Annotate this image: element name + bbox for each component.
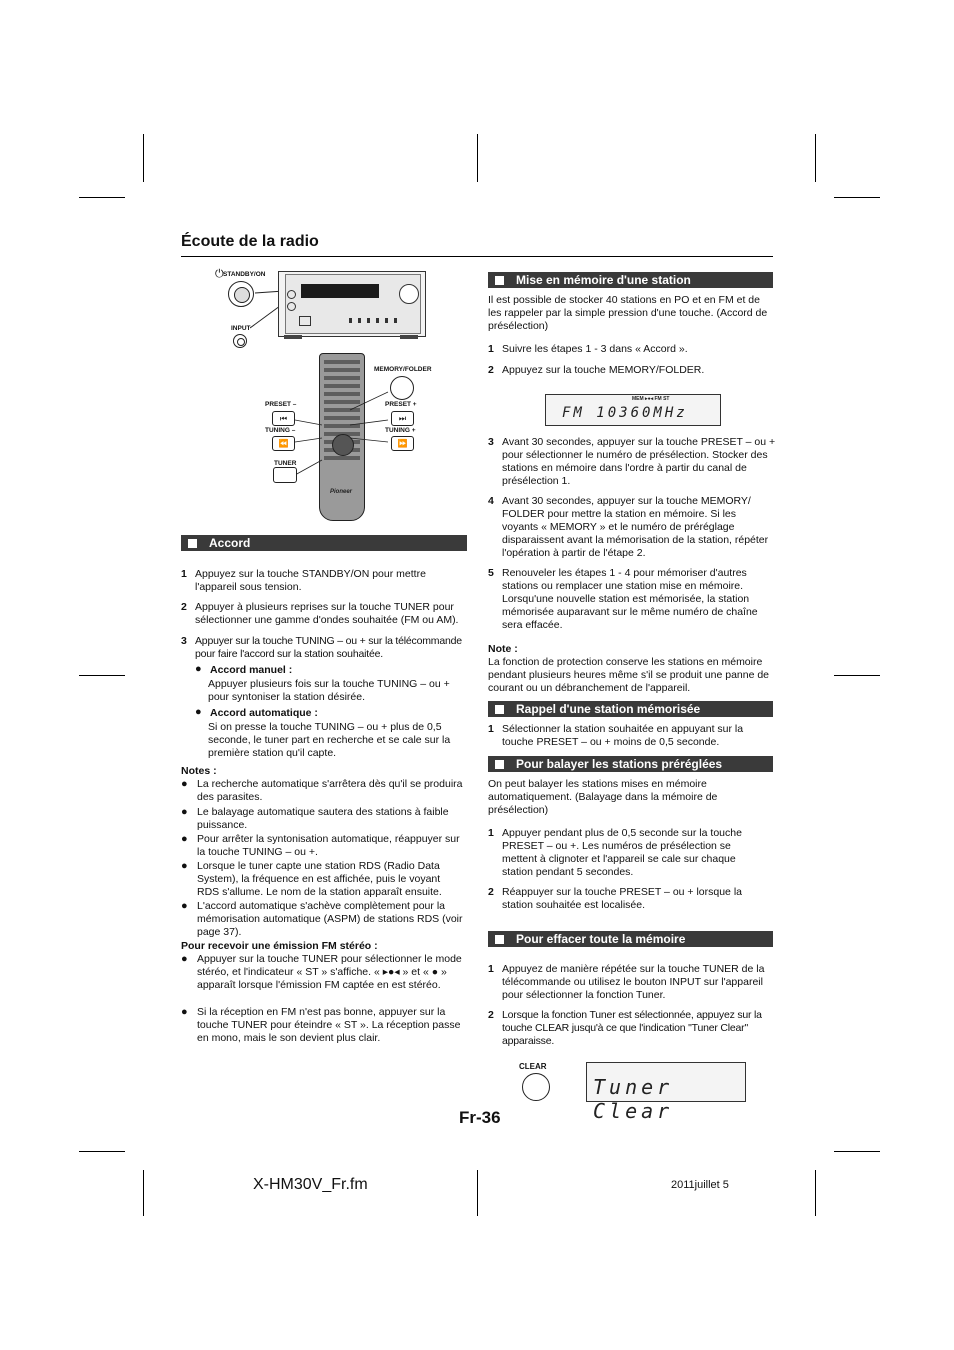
- crop-mark: [79, 1151, 125, 1152]
- section-rappel: [488, 701, 773, 717]
- unit-foot: [400, 335, 418, 339]
- title-rule: [181, 256, 773, 257]
- input-knob[interactable]: [233, 334, 247, 348]
- tuning-plus-label: TUNING +: [385, 427, 416, 434]
- balayer-step-2: Réappuyer sur la touche PRESET – ou + lorsque la station souhaitée est localisée.: [502, 886, 742, 911]
- unit-foot: [284, 335, 302, 339]
- memoire-step-3: Avant 30 secondes, appuyer sur la touche PRESET – ou + pour sélectionner le numéro de présélection. Stocker des stations en mémoire dans l'ordre à partir du canal de présélection 1.: [502, 436, 776, 487]
- unit-standby-button[interactable]: [287, 290, 296, 299]
- memory-folder-button[interactable]: [390, 376, 414, 400]
- crop-mark: [834, 1151, 880, 1152]
- input-label: INPUT: [231, 325, 251, 332]
- crop-mark: [477, 1170, 478, 1216]
- usb-port: [299, 316, 311, 326]
- crop-mark: [834, 197, 880, 198]
- stereo-1: Appuyer sur la touche TUNER pour sélectionner le mode stéréo, et l'indicateur « ST » s'affiche. « ▸●◂ » et « ● » apparaît lorsque l'émission FM captée en est stéréo.: [197, 953, 462, 991]
- preset-minus-label: PRESET –: [265, 401, 297, 408]
- unit-buttons: [349, 318, 399, 323]
- crop-mark: [834, 675, 880, 676]
- lcd-display-tuner-clear: [586, 1062, 746, 1123]
- crop-mark: [477, 134, 478, 182]
- auto-tuning-title: Accord automatique :: [210, 707, 318, 719]
- standby-label: STANDBY/ON: [223, 271, 266, 278]
- unit-display: [301, 284, 379, 298]
- clear-button[interactable]: [522, 1073, 550, 1101]
- crop-mark: [79, 675, 125, 676]
- section-balayer-heading: Pour balayer les stations préréglées: [516, 757, 723, 771]
- section-accord-heading: Accord: [209, 536, 251, 550]
- lcd-frequency-text: FM 10360MHz: [562, 405, 688, 421]
- memoire-step-1: Suivre les étapes 1 - 3 dans « Accord ».: [502, 343, 688, 355]
- note-2: Le balayage automatique sautera des stations à faible puissance.: [197, 806, 449, 831]
- lcd-tuner-clear-text: Tuner Clear: [593, 1075, 674, 1123]
- note-1: La recherche automatique s'arrêtera dès qu'il se produira des parasites.: [197, 778, 463, 803]
- balayer-intro: On peut balayer les stations mises en mémoire automatiquement. (Balayage dans la mémoire de présélection): [488, 778, 718, 816]
- accord-step-3: Appuyer sur la touche TUNING – ou + sur la télécommande pour faire l'accord sur la station souhaitée.: [195, 635, 462, 660]
- preset-plus-button[interactable]: ⏭: [391, 411, 414, 426]
- section-memoire-heading: Mise en mémoire d'une station: [516, 273, 691, 287]
- crop-mark: [79, 197, 125, 198]
- tuning-minus-label: TUNING –: [265, 427, 296, 434]
- crop-mark: [143, 1170, 144, 1216]
- main-unit: [278, 271, 426, 337]
- notes-title: Notes :: [181, 765, 217, 777]
- memoire-note: La fonction de protection conserve les stations en mémoire pendant plusieurs heures même s'il se produit une panne de courant ou un débranchement de l'appareil.: [488, 656, 770, 694]
- tuning-minus-button[interactable]: ⏪: [272, 436, 295, 451]
- rappel-step-1: Sélectionner la station souhaitée en appuyant sur la touche PRESET – ou + moins de 0,5 seconde.: [502, 723, 744, 748]
- unit-input-button[interactable]: [287, 302, 296, 311]
- crop-mark: [815, 134, 816, 182]
- remote-brand: Pioneer: [330, 489, 353, 495]
- page-title: Écoute de la radio: [181, 233, 319, 250]
- clear-label: CLEAR: [519, 1062, 547, 1071]
- page-number: Fr-36: [459, 1108, 501, 1127]
- section-effacer-heading: Pour effacer toute la mémoire: [516, 932, 686, 946]
- lcd-display-frequency: [545, 394, 721, 426]
- stereo-2: Si la réception en FM n'est pas bonne, appuyer sur la touche TUNER pour éteindre « ST ». La réception passe en mono, mais le son devient plus clair.: [197, 1006, 461, 1044]
- balayer-step-1: Appuyer pendant plus de 0,5 seconde sur la touche PRESET – ou +. Les numéros de présélection se mettent à clignoter et l'appareil se cale sur chaque station pendant 5 secondes.: [502, 827, 742, 878]
- memoire-intro: Il est possible de stocker 40 stations en PO et en FM et de les rappeler par la simple pression d'une touche. (Accord de présélection): [488, 294, 768, 332]
- power-icon: ⏻: [215, 268, 224, 280]
- lcd-indicators: MEM ▸●◂ FM ST: [632, 396, 670, 402]
- note-3: Pour arrêter la syntonisation automatique, réappuyer sur la touche TUNING – ou +.: [197, 833, 460, 858]
- section-memoire: [488, 272, 773, 288]
- footer-filename: X-HM30V_Fr.fm: [253, 1176, 368, 1193]
- remote-leader-lines: [290, 380, 390, 480]
- section-accord: [181, 535, 467, 551]
- stereo-title: Pour recevoir une émission FM stéréo :: [181, 940, 378, 952]
- manual-tuning-title: Accord manuel :: [210, 664, 293, 676]
- crop-mark: [143, 134, 144, 182]
- tuner-button[interactable]: [273, 467, 297, 483]
- memoire-step-4: Avant 30 secondes, appuyer sur la touche MEMORY/ FOLDER pour mettre la station en mémoire. Si les voyants « MEMORY » et le numéro de préréglage disparaissent avant la mémorisation de la station, répéter l'opération à partir de l'étape 2.: [502, 495, 769, 559]
- preset-plus-label: PRESET +: [385, 401, 417, 408]
- preset-minus-button[interactable]: ⏮: [272, 411, 295, 426]
- manual-tuning-text: Appuyer plusieurs fois sur la touche TUNING – ou + pour syntoniser la station désirée.: [208, 678, 450, 703]
- section-effacer: [488, 931, 773, 947]
- accord-step-1: Appuyez sur la touche STANDBY/ON pour mettre l'appareil sous tension.: [195, 568, 426, 593]
- memoire-note-title: Note :: [488, 643, 518, 655]
- crop-mark: [815, 1170, 816, 1216]
- effacer-step-2: Lorsque la fonction Tuner est sélectionnée, appuyez sur la touche CLEAR jusqu'à ce que l'indication "Tuner Clear" apparaisse.: [502, 1009, 762, 1047]
- volume-knob[interactable]: [399, 284, 419, 304]
- section-balayer: [488, 756, 773, 772]
- tuner-label: TUNER: [274, 460, 297, 467]
- memory-folder-label: MEMORY/FOLDER: [374, 366, 432, 373]
- auto-tuning-text: Si on presse la touche TUNING – ou + plus de 0,5 seconde, le tuner part en recherche et se cale sur la première station qu'il capte.: [208, 721, 451, 759]
- footer-date: 2011juillet 5: [671, 1179, 729, 1191]
- tuning-plus-button[interactable]: ⏩: [391, 436, 414, 451]
- memoire-step-5: Renouveler les étapes 1 - 4 pour mémoriser d'autres stations ou remplacer une station mise en mémoire. Lorsqu'une nouvelle station est mémorisée, la station mémorisée auparavant sur le même numéro de chaîne sera effacée.: [502, 567, 758, 631]
- section-rappel-heading: Rappel d'une station mémorisée: [516, 702, 701, 716]
- note-4: Lorsque le tuner capte une station RDS (Radio Data System), la fréquence en est affichée, puis le voyant RDS s'allume. Le nom de la station apparaît ensuite.: [197, 860, 442, 898]
- accord-step-2: Appuyer à plusieurs reprises sur la touche TUNER pour sélectionner une gamme d'ondes souhaitée (FM ou AM).: [195, 601, 459, 626]
- effacer-step-1: Appuyez de manière répétée sur la touche TUNER de la télécommande ou utilisez le bouton INPUT sur l'appareil pour sélectionner la fonction Tuner.: [502, 963, 765, 1001]
- note-5: L'accord automatique s'achève complètement pour la mémorisation automatique (ASPM) de stations RDS (voir page 37).: [197, 900, 463, 938]
- memoire-step-2: Appuyez sur la touche MEMORY/FOLDER.: [502, 364, 705, 376]
